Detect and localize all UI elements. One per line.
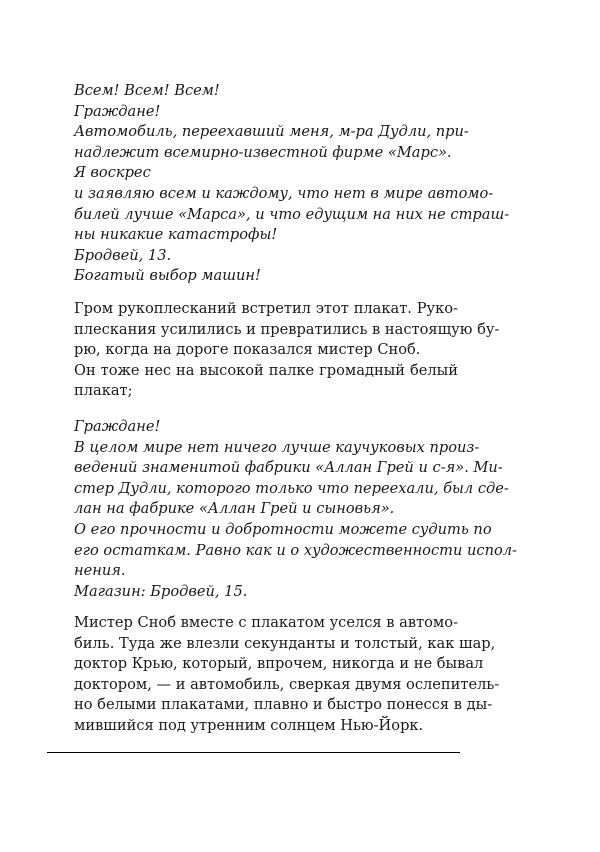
- poster-line: Граждане!: [74, 102, 161, 120]
- narration-line: Гром рукоплесканий встретил этот плакат. Руко-: [74, 300, 458, 317]
- narration-line: рю, когда на дороге показался мистер Сноб.: [74, 341, 421, 359]
- narration-line: биль. Туда же влезли секунданты и толстый, как шар,: [74, 634, 496, 652]
- narration-line: доктором, — и автомобиль, сверкая двумя ослепитель-: [74, 675, 500, 693]
- narration-line: Мистер Сноб вместе с плакатом уселся в автомо-: [74, 614, 458, 631]
- poster-grey-text: [74, 417, 517, 602]
- poster-line: стер Дудли, которого только что переехали, был сде-: [74, 479, 509, 497]
- narration-line: мившийся под утренним солнцем Нью-Йорк.: [74, 716, 424, 734]
- poster-line: Богатый выбор машин!: [74, 267, 261, 285]
- poster-line: Я воскрес: [74, 164, 151, 182]
- narration-line: плакат;: [74, 382, 133, 400]
- narration-line: плескания усилились и превратились в настоящую бу-: [74, 320, 500, 338]
- narration-line: доктор Крью, который, впрочем, никогда и не бывал: [74, 655, 484, 673]
- poster-line: Бродвей, 13.: [74, 246, 172, 264]
- poster-line: Граждане!: [74, 418, 161, 435]
- poster-line: ны никакие катастрофы!: [74, 226, 278, 244]
- poster-line: нения.: [74, 562, 126, 580]
- poster-line: О его прочности и добротности можете судить по: [74, 520, 492, 538]
- poster-line: и заявляю всем и каждому, что нет в мире автомо-: [74, 184, 494, 202]
- narration-paragraph-2: [74, 613, 500, 737]
- poster-line: его остаткам. Равно как и о художественности испол-: [74, 541, 517, 559]
- poster-line: Магазин: Бродвей, 15.: [74, 582, 248, 600]
- narration-paragraph-1: [74, 299, 500, 402]
- poster-line: Всем! Всем! Всем!: [74, 82, 220, 99]
- poster-line: В целом мире нет ничего лучше каучуковых произ-: [74, 438, 480, 456]
- bottom-divider: [47, 752, 460, 753]
- poster-line: билей лучше «Марса», и что едущим на них не страш-: [74, 205, 510, 223]
- poster-line: Автомобиль, переехавший меня, м-ра Дудли, при-: [74, 123, 469, 141]
- poster-line: надлежит всемирно-известной фирме «Марс».: [74, 143, 452, 161]
- poster-line: ведений знаменитой фабрики «Аллан Грей и с-я». Ми-: [74, 459, 503, 477]
- narration-line: но белыми плакатами, плавно и быстро понесся в ды-: [74, 696, 493, 714]
- poster-mars-text: [74, 81, 510, 287]
- poster-line: лан на фабрике «Аллан Грей и сыновья».: [74, 500, 395, 518]
- narration-line: Он тоже нес на высокой палке громадный белый: [74, 361, 458, 379]
